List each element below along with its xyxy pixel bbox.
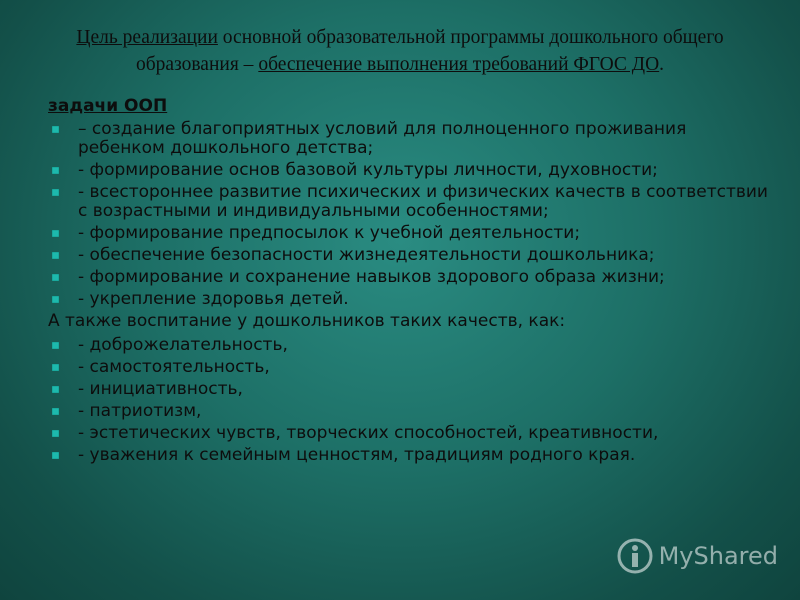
watermark-text: MyShared: [658, 542, 778, 570]
square-bullet-icon: [52, 274, 59, 281]
tasks-list: [48, 120, 768, 309]
square-bullet-icon: [52, 452, 59, 459]
quality-item: - доброжелательность,: [48, 336, 768, 355]
square-bullet-icon: [52, 252, 59, 259]
myshared-watermark: [617, 538, 778, 574]
slide-body: [48, 96, 768, 468]
task-item: – создание благоприятных условий для полноценного проживания ребенком дошкольного детства;: [48, 120, 768, 158]
title-goal-text: обеспечение выполнения требований ФГОС ДО: [258, 54, 660, 75]
task-item: - формирование предпосылок к учебной деятельности;: [48, 224, 768, 243]
quality-item: - эстетических чувств, творческих способностей, креативности,: [48, 424, 768, 443]
task-item: - формирование основ базовой культуры личности, духовности;: [48, 161, 768, 180]
task-item: - всестороннее развитие психических и физических качеств в соответствии с возрастными и индивидуальными особенностями;: [48, 183, 768, 221]
quality-item: - самостоятельность,: [48, 358, 768, 377]
task-item: - укрепление здоровья детей.: [48, 290, 768, 309]
square-bullet-icon: [52, 430, 59, 437]
square-bullet-icon: [52, 408, 59, 415]
tasks-heading: задачи ООП: [48, 96, 168, 116]
square-bullet-icon: [52, 126, 59, 133]
square-bullet-icon: [52, 167, 59, 174]
square-bullet-icon: [52, 296, 59, 303]
square-bullet-icon: [52, 364, 59, 371]
title-period: .: [659, 54, 665, 75]
myshared-logo-icon: [617, 538, 653, 574]
quality-item: - уважения к семейным ценностям, традициям родного края.: [48, 446, 768, 465]
task-item: - обеспечение безопасности жизнедеятельности дошкольника;: [48, 246, 768, 265]
quality-item: - инициативность,: [48, 380, 768, 399]
title-text: основной образовательной программы дошкольного общего образования –: [135, 27, 724, 75]
quality-item: - патриотизм,: [48, 402, 768, 421]
square-bullet-icon: [52, 230, 59, 237]
square-bullet-icon: [52, 189, 59, 196]
square-bullet-icon: [52, 342, 59, 349]
task-item: - формирование и сохранение навыков здорового образа жизни;: [48, 268, 768, 287]
qualities-lead: А также воспитание у дошкольников таких качеств, как:: [48, 311, 566, 331]
slide-title: [30, 24, 770, 78]
qualities-list: [48, 336, 768, 465]
title-goal-label: Цель реализации: [76, 27, 218, 48]
square-bullet-icon: [52, 386, 59, 393]
